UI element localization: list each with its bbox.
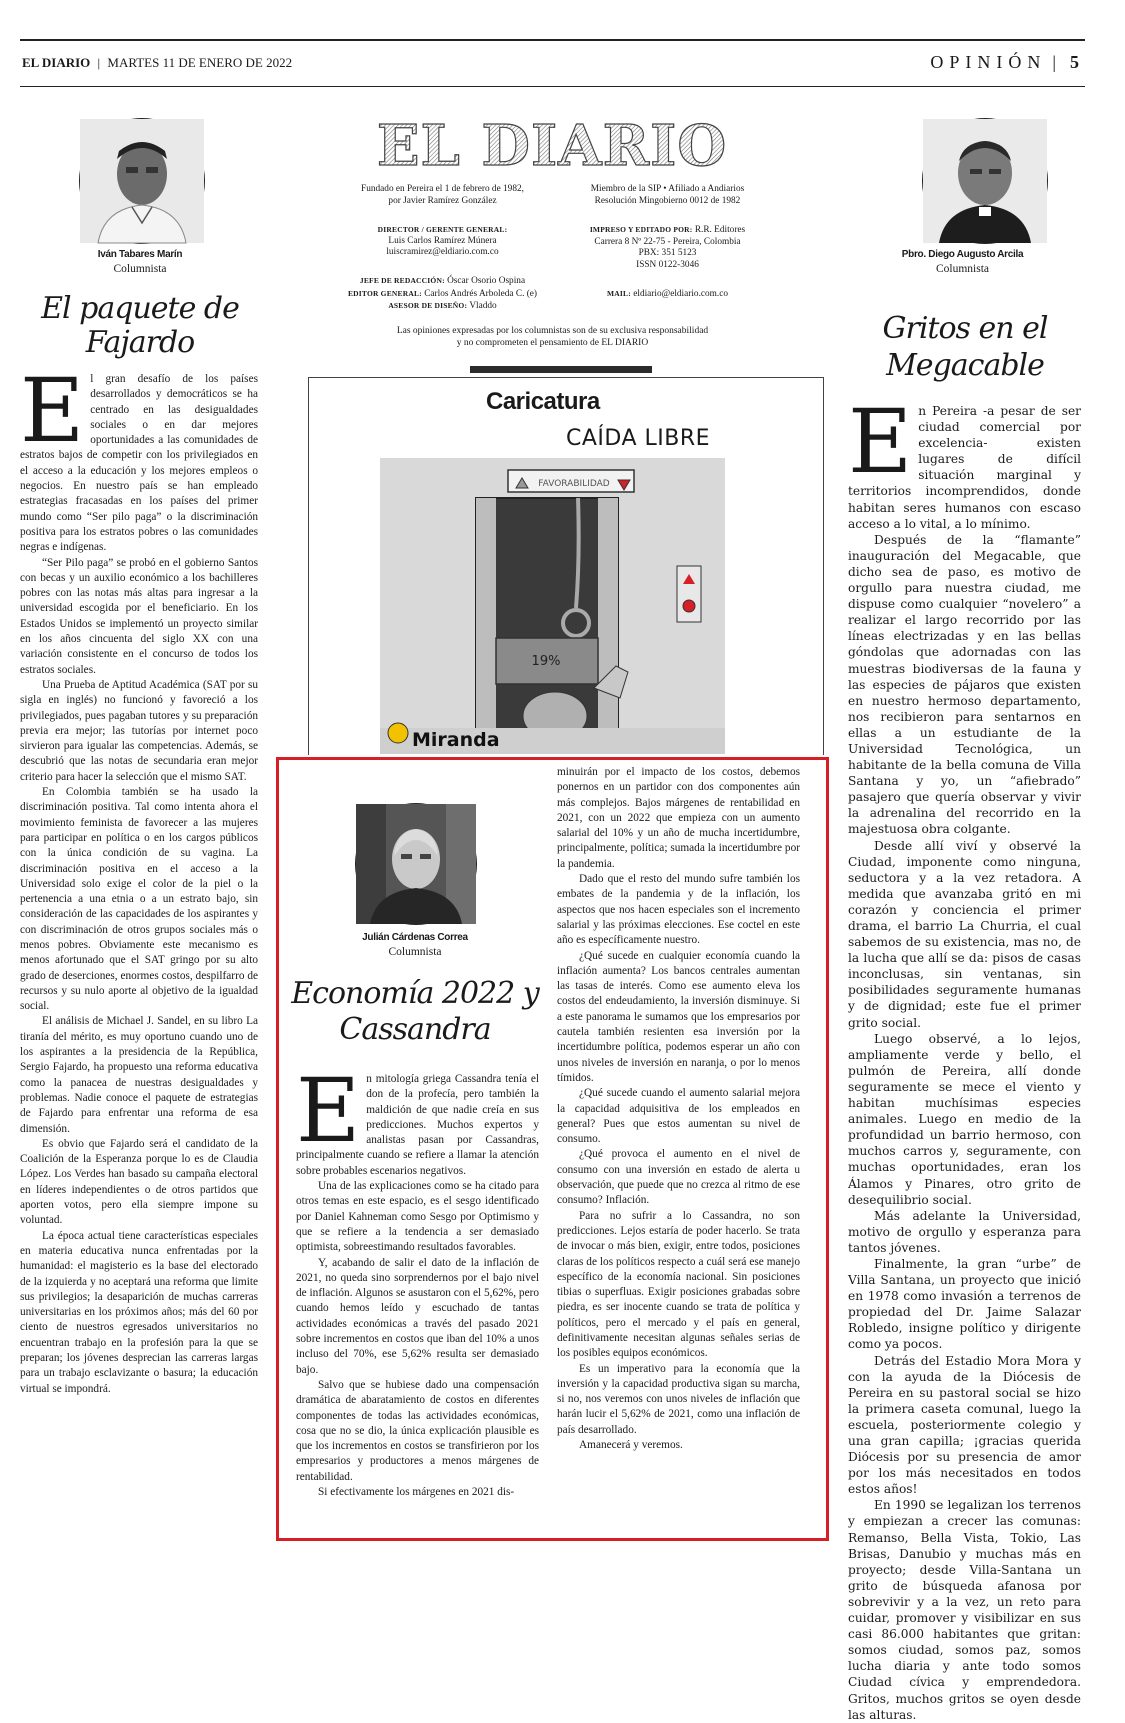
svg-text:EL DIARIO: EL DIARIO: [376, 113, 728, 179]
masthead-logo: [376, 113, 728, 179]
author-name: Pbro. Diego Augusto Arcila: [901, 249, 1024, 260]
title-line-2: Cassandra: [339, 1012, 491, 1047]
paragraph: minuirán por el impacto de los costos, debemos ponernos en un partidor con dos componentes aún más complejos. Bajos márgenes de rentabilidad en 2021, con un 2022 que empieza con un aumento salarial del 10% y un año de mucha incertidumbre, principalmente, política; sumada la incertidumbre por la pandemia.: [557, 766, 800, 870]
section-divider: [470, 366, 652, 373]
header-left: EL DIARIO | MARTES 11 DE ENERO DE 2022: [22, 55, 293, 70]
paragraph: Salvo que se hubiese dado una compensación dramática de abaratamiento de costos en diferentes componentes de todas las actividades económicas, cosa que no se dio, la única explicación plausible es que los incrementos en costos se transfirieron por los empresarios y productores a menos márgenes de rentabilidad.: [296, 1378, 539, 1483]
author-name: Iván Tabares Marín: [97, 249, 183, 260]
paragraph: Una Prueba de Aptitud Académica (SAT por su sigla en inglés) no funcionó y favoreció a los privilegiados, pues pagaban tutores y su preparación previa era mejor; las tutorías por internet poco sirvieron para igualar las competencias. Además, se descubrió que las notas de secundaria eran mejor criterio para hacer la selección que el mismo SAT.: [20, 678, 258, 783]
paragraph: Detrás del Estadio Mora Mora y con la ayuda de la Diócesis de Pereira en su pastoral social se hizo la primera caseta comunal, luego la escuela, posteriormente colegio y una gran capilla; ¡gracias querida Diócesis por su presencia de amor por los más necesitados en todos estos años!: [848, 1353, 1081, 1497]
svg-text:19%: 19%: [531, 654, 561, 669]
avatar-julian-cardenas: [355, 803, 477, 925]
paragraph: Amanecerá y veremos.: [579, 1439, 683, 1452]
paragraph: Desde allí viví y observé la Ciudad, imponente como ninguna, seductora y a la vez retadora. A medida que avanzaba gritó en mi corazón y conciencia el primer drama, el barrio La Churria, el cual sabemos de su existencia, mas no, de la lucha que allí se da: pisos de casas inconclusas, sin ventanas, sin posibilidades seguramente humanas y de dignidad; este fue el primer grito social.: [848, 838, 1081, 1030]
header-right: OPINIÓN | 5: [930, 52, 1085, 72]
masthead-founded: Fundado en Pereira el 1 de febrero de 1982, por Javier Ramírez González: [361, 184, 524, 206]
article-title-left: [20, 292, 260, 360]
title-line-1: Gritos en el: [882, 311, 1048, 346]
masthead-member: Miembro de la SIP • Afiliado a Andiarios Resolución Mingobierno 0012 de 1982: [590, 184, 745, 206]
avatar-diego-arcila: [922, 118, 1048, 244]
page-number: 5: [1070, 52, 1085, 72]
paragraph: Dado que el resto del mundo sufre también los embates de la pandemia y de la inflación, los aspectos que nos hacen especiales son el incremento salarial y las próximas elecciones. Ese coctel en este año es específicamente nuestro.: [557, 873, 800, 947]
svg-text:FAVORABILIDAD: FAVORABILIDAD: [538, 479, 610, 489]
portrait-icon: [356, 804, 476, 924]
author-role: Columnista: [388, 946, 442, 958]
paragraph: Finalmente, la gran “urbe” de Villa Santana, un proyecto que inició en 1978 como invasión a terrenos de propiedad del Dr. Jaime Salazar Robledo, insigne político y dirigente como ya pocos.: [848, 1256, 1081, 1352]
drop-cap: E: [20, 359, 85, 462]
masthead-mail: MAIL: eldiario@eldiario.com.co: [606, 289, 729, 299]
paragraph: Después de la “flamante” inauguración del Megacable, que dicho sea de paso, es motivo de orgullo para nuestra ciudad, me dispuse como cualquier “novelero” a realizar el largo recorrido por las líneas electrizadas y en las bellas góndolas que adornadas con las muestras biodiversas de la fauna y las especies de pájaros que existen en nuestro hermoso departamento, nos recibieron para sentarnos en ellas a un estudiante de la Universidad Tecnológica, un habitante de la bella comuna de Villa Santana y yo, un “afiebrado” pasajero que quería observar y vivir la adrenalina del recorrido en la majestuosa obra colgante.: [848, 532, 1081, 837]
masthead-printer: IMPRESO Y EDITADO POR: R.R. Editores Carrera 8 Nº 22-75 - Pereira, Colombia PBX: 351 5123 ISSN 0122-3046: [589, 225, 746, 270]
paragraph: Es un imperativo para la economía que la inversión y la capacidad productiva sigan su marcha, si no, nos veremos con unos niveles de inflación que harán lucir el 5,62% de 2021, como una inflación de país desarrollado.: [557, 1362, 800, 1436]
paragraph: Es obvio que Fajardo será el candidato de la Coalición de la Esperanza porque lo es de Claudia López. Los Verdes han basado su campaña electoral en líderes independientes o de otros partidos que aporten votos, pero ella siempre impone su voluntad.: [20, 1137, 258, 1227]
avatar-ivan-tabares: [79, 118, 205, 244]
paragraph: Luego observé, a lo lejos, ampliamente verde y bello, el pulmón de Pereira, allí donde seguramente se mece el viento y habitan muchísimas especies animales. Luego en medio de la profundidad un barrio hermoso, con muchos carros y, seguramente, con muchas oportunidades, eran los Álamos y Pinares, otro grito de desequilibrio social.: [848, 1031, 1081, 1207]
paragraph: ¿Qué sucede cuando el aumento salarial mejora la capacidad adquisitiva de los empleados en general? Pues que estos aumentan su nivel de consumo.: [557, 1087, 800, 1146]
paragraph: ¿Qué sucede en cualquier economía cuando la inflación aumenta? Los bancos centrales aumentan las tasas de interés. Como ese aumento eleva los costos del endeudamiento, la inversión disminuye. Si a este panorama le sumamos que los empresarios por cautela también resienten esa inversión por la incertidumbre política, podemos esperar un año con unos niveles de inversión en naranja, o por lo menos tímidos.: [557, 949, 800, 1084]
article-title-right: [845, 310, 1085, 384]
paragraph: ¿Qué provoca el aumento en el nivel de consumo con una inversión en estado de alerta u observación, que puede que no crezca al ritmo de ese consumo? Inflación.: [557, 1148, 800, 1207]
header-bottom-rule: [20, 86, 1085, 87]
title-line-1: El paquete de: [41, 291, 239, 326]
masthead-director: DIRECTOR / GERENTE GENERAL: Luis Carlos Ramírez Múnera luiscramirez@eldiario.com.co: [377, 225, 508, 257]
paragraph: Y, acabando de salir el dato de la inflación de 2021, no queda sino sorprendernos por el bajo nivel de inflación. Algunos se asustaron con el 5,62%, pero cuando hemos leído y escuchado de tantas actividades económicas a través del pasado 2021 sobre incrementos en costos que iban del 10% a unos incluso del 70%, ese 5,62% resulta ser demasiado bajo.: [296, 1256, 539, 1376]
drop-cap: E: [296, 1059, 361, 1162]
paragraph: Una de las explicaciones como se ha citado para otros temas en este espacio, es el sesgo identificado por Daniel Kahneman como Sesgo por Optimismo y que se refiere a la tendencia a ser demasiado optimista, sobreestimando resultados favorables.: [296, 1180, 539, 1254]
paragraph: El gran desafío de los países desarrollados y democráticos se ha centrado en las desigualdades sociales o en dar mejores oportunidades a las comunidades de estratos bajos de competir con los privilegiados en el acceso a la educación y los mejores empleos o negocios. En nuestro país se han empleado estrategias fracasadas en los países del primer mundo como “Ser pilo paga” o la discriminación positiva para los estratos pobres o las comunidades negras e indígenas.: [20, 359, 258, 554]
disclaimer: Las opiniones expresadas por los columnistas son de su exclusiva responsabilidad y no comprometen el pensamiento de EL DIARIO: [396, 326, 709, 348]
cartoon-title: Caricatura: [486, 388, 600, 415]
author-name: Julián Cárdenas Correa: [362, 932, 468, 943]
portrait-icon: [80, 119, 204, 243]
section-name: OPINIÓN: [930, 52, 1047, 72]
article-title-center: [290, 976, 540, 1048]
portrait-icon: [923, 119, 1047, 243]
article-body-center-col2: [557, 765, 800, 1453]
cartoon-subtitle: CAÍDA LIBRE: [566, 426, 711, 451]
author-role: Columnista: [935, 263, 990, 275]
paragraph: En Pereira -a pesar de ser ciudad comercial por excelencia- existen lugares de difícil situación marginal y territorios incomprendidos, donde habitan seres humanos con escaso acceso a lo vital, a lo mínimo.: [848, 390, 1081, 531]
paragraph: En 1990 se legalizan los terrenos y empiezan a crecer las comunas: Remanso, Bella Vista, Tokio, Las Brisas, Danubio y muchas más en proyecto; desde Villa-Santana un grito de búsqueda afanosa por sobrevivir y a la vez, un reto para cuidar, promover y visibilizar en sus casi 86.000 habitantes que gritan: somos ciudad, somos paz, somos lucha diaria y ante todo somos Ciudad cívica y emprendedora. Gritos, muchos gritos se oyen desde las alturas.: [848, 1498, 1081, 1722]
paragraph: La época actual tiene características especiales en materia educativa nunca enfrentadas por la humanidad: el magisterio es la base del electorado de la izquierda y no aceptará una reforma que limite sus privilegios; la desaparición de muchas carreras universitarias en los próximos años; más del 60 por ciento de nuestros egresados universitarios no encuentran trabajo en la profesión para la que se preparan; los jóvenes desprecian las carreras largas para un trabajo esclavizante o basura; la educación virtual se impondrá.: [20, 1229, 258, 1395]
title-line-1: Economía 2022 y: [291, 976, 539, 1011]
paragraph: En mitología griega Cassandra tenía el don de la profecía, pero también la maldición de que nadie creía en sus predicciones. Muchos expertos y analistas pasan por Cassandras, principalmente cuando se refiere a llamar la atención sobre probables escenarios negativos.: [296, 1059, 539, 1177]
cartoon-illustration: [380, 458, 725, 754]
svg-text:Miranda: Miranda: [412, 729, 500, 751]
article-body-center-col1: [296, 1059, 539, 1500]
author-role: Columnista: [113, 263, 167, 275]
article-body-right: [848, 390, 1081, 1723]
masthead-staff: JEFE DE REDACCIÓN: Óscar Osorio Ospina EDITOR GENERAL: Carlos Andrés Arboleda C. (e) ASESOR DE DISEÑO: Vladdo: [347, 276, 538, 311]
paragraph: Para no sufrir a lo Cassandra, no son predicciones. Lejos estaría de poder hacerlo. Se trata de invocar o más bien, exigir, entre todos, posiciones claras de los políticos respecto a cuál será ese manejo específico de la economía nacional. Sin posiciones tibias o superfluas. Exigir posiciones grabadas sobre piedra, es ser inocente cuando se trata de política y políticos, pero el mercado y el país en general, definitivamente necesitan algunas señales serias de los posibles equipos económicos.: [557, 1209, 800, 1360]
paragraph: En Colombia también se ha usado la discriminación positiva. Tal como intenta ahora el movimiento feminista de favorecer a las mujeres para participar en política o en los cargos públicos con la única condición de su vagina. La discriminación positiva en el acceso a la Universidad solo exige el color de la piel o la pertenencia a una etnia o a un estrato bajo, sin consideración de las capacidades de los aspirantes y con discriminación de otros grupos sociales más o menos pobres. Obviamente este mecanismo es menos afortunado que el SAT gringo por su alto grado de deserciones, enormes costos, despilfarro de recursos y su nulo aporte al objetivo de la igualdad social.: [20, 786, 258, 1013]
paragraph: El análisis de Michael J. Sandel, en su libro La tiranía del mérito, es muy oportuno cuando uno de los aspirantes a la presidencia de la República, Sergio Fajardo, ha propuesto una reforma educativa como la panacea de nuestras desigualdades y problemas. Nadie conoce el paquete de estrategias de Fajardo para enfrentar una reforma de esa dimensión.: [20, 1015, 258, 1135]
title-line-2: Megacable: [886, 348, 1044, 383]
paragraph: Si efectivamente los márgenes en 2021 dis-: [318, 1486, 515, 1499]
drop-cap: E: [848, 390, 913, 493]
title-line-2: Fajardo: [85, 325, 195, 360]
article-body-left: [20, 359, 258, 1397]
paragraph: “Ser Pilo paga” se probó en el gobierno Santos con becas y un auxilio económico a los bachilleres pobres con las notas más altas para ingresar a la universidad escogida por el beneficiario. En los Estados Unidos se implementó un proyecto similar en los años cincuenta del siglo XX con una variación consistente en el concurso de todos los estratos sociales.: [20, 556, 258, 676]
header-paper-name: EL DIARIO: [22, 55, 91, 70]
paragraph: Más adelante la Universidad, motivo de orgullo y esperanza para tantos jóvenes.: [848, 1208, 1081, 1255]
header-top-rule: [20, 39, 1085, 41]
header-date: MARTES 11 DE ENERO DE 2022: [107, 55, 293, 70]
